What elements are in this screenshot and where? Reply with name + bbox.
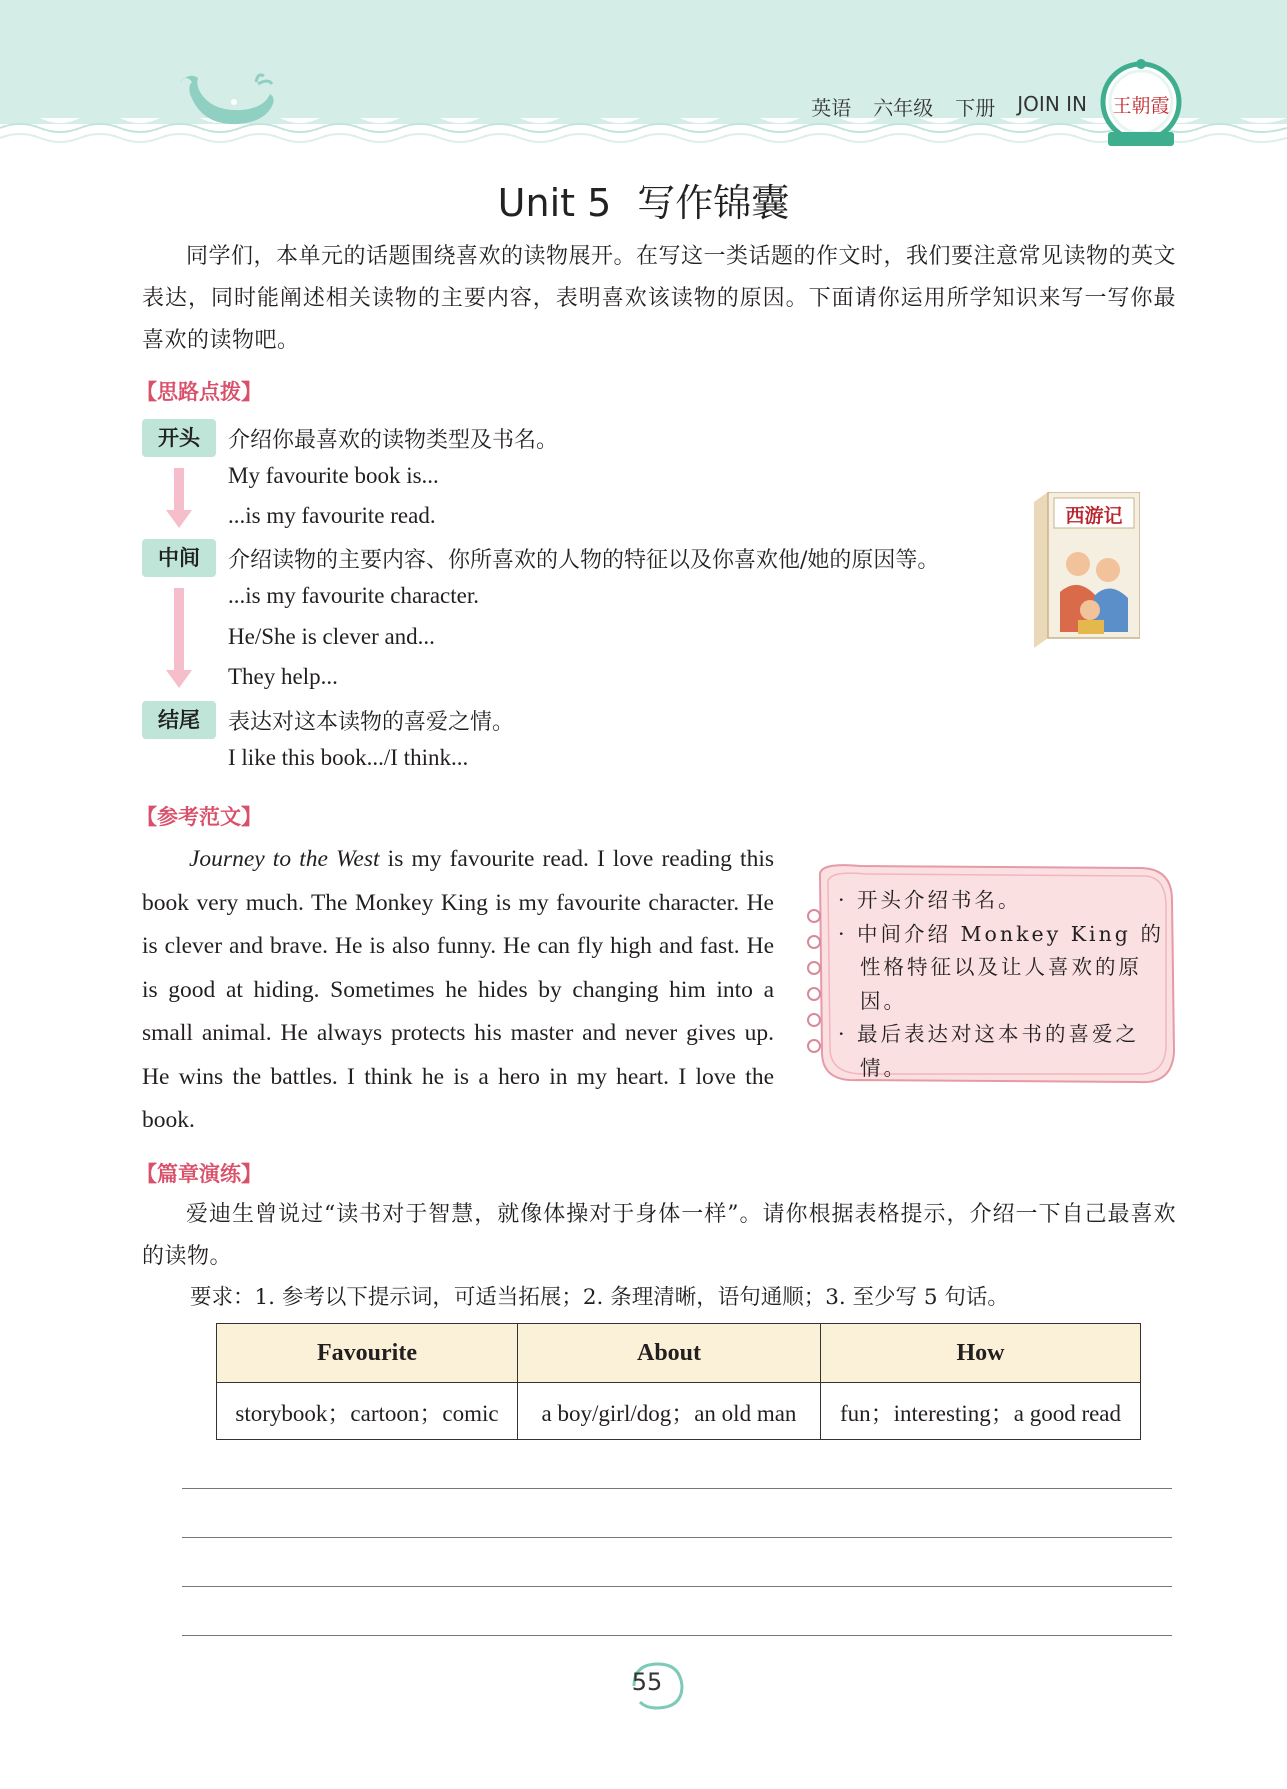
ending-tag: 结尾	[142, 701, 216, 739]
table-cell: fun；interesting；a good read	[821, 1383, 1141, 1440]
middle-example-2: He/She is clever and...	[228, 624, 435, 649]
writing-line[interactable]	[182, 1488, 1172, 1489]
hint-table	[216, 1323, 1141, 1440]
writing-line[interactable]	[182, 1586, 1172, 1587]
brand-logo	[1098, 58, 1184, 150]
note-item: · 开头介绍书名。	[838, 888, 1022, 912]
header-volume: 下册	[955, 96, 996, 120]
brand-text: 王朝霞	[1112, 95, 1170, 117]
page-number: 55	[631, 1668, 663, 1696]
sample-book-title: Journey to the West	[189, 846, 380, 872]
practice-prompt: 爱迪生曾说过“读书对于智慧，就像体操对于身体一样”。请你根据表格提示，介绍一下自己最喜欢的读物。	[142, 1202, 1176, 1269]
tips-label: 【思路点拨】	[136, 380, 262, 404]
topic-label: 写作锦囊	[637, 181, 790, 225]
middle-example-3: They help...	[228, 664, 338, 689]
middle-tag: 中间	[142, 539, 216, 577]
whale-icon	[172, 72, 282, 134]
writing-line[interactable]	[182, 1635, 1172, 1636]
header-grade: 六年级	[873, 96, 934, 120]
sample-label: 【参考范文】	[136, 805, 262, 829]
sample-essay	[142, 838, 774, 1143]
arrow-down-icon	[166, 588, 192, 690]
table-cell: storybook；cartoon；comic	[217, 1383, 518, 1440]
note-item: · 最后表达对这本书的喜爱之情。	[838, 1022, 1140, 1080]
header-series: JOIN IN	[1017, 92, 1087, 116]
header-info	[811, 92, 1087, 121]
table-header-cell: About	[518, 1324, 821, 1383]
table-cell: a boy/girl/dog；an old man	[518, 1383, 821, 1440]
opening-example-2: ...is my favourite read.	[228, 503, 436, 528]
table-header-row	[217, 1324, 1141, 1383]
note-list	[838, 884, 1168, 1085]
intro-paragraph: 同学们，本单元的话题围绕喜欢的读物展开。在写这一类话题的作文时，我们要注意常见读物的英文表达，同时能阐述相关读物的主要内容，表明喜欢该读物的原因。下面请你运用所学知识来写一写你最喜欢的读物吧。	[142, 244, 1177, 353]
header-subject: 英语	[811, 96, 852, 120]
middle-example-1: ...is my favourite character.	[228, 583, 479, 608]
writing-line[interactable]	[182, 1537, 1172, 1538]
arrow-down-icon	[166, 468, 192, 530]
book-cover-image	[1034, 492, 1140, 648]
note-item: · 中间介绍 Monkey King 的性格特征以及让人喜欢的原因。	[838, 921, 1164, 1013]
practice-label: 【篇章演练】	[136, 1162, 262, 1186]
table-row	[217, 1383, 1141, 1440]
opening-desc: 介绍你最喜欢的读物类型及书名。	[228, 428, 559, 453]
opening-tag: 开头	[142, 419, 216, 457]
page-title	[0, 172, 1287, 227]
table-header-cell: Favourite	[217, 1324, 518, 1383]
practice-requirements: 要求：1. 参考以下提示词，可适当拓展；2. 条理清晰，语句通顺；3. 至少写 5 句话。	[190, 1285, 1009, 1310]
unit-label: Unit 5	[497, 181, 612, 225]
ending-example-1: I like this book.../I think...	[228, 745, 469, 770]
middle-desc: 介绍读物的主要内容、你所喜欢的人物的特征以及你喜欢他/她的原因等。	[228, 548, 940, 573]
opening-example-1: My favourite book is...	[228, 463, 439, 488]
table-header-cell: How	[821, 1324, 1141, 1383]
book-title-text: 西游记	[1065, 505, 1123, 527]
sample-body: is my favourite read. I love reading this book very much. The Monkey King is my favourite character. He is clever and brave. He is also funny. He can fly high and fast. He is good at hiding. Sometimes he hides by changing him into a small animal. He always protects his master and never gives up. He wins the battles. I think he is a hero in my heart. I love the book.	[142, 846, 774, 1133]
ending-desc: 表达对这本读物的喜爱之情。	[228, 710, 515, 735]
